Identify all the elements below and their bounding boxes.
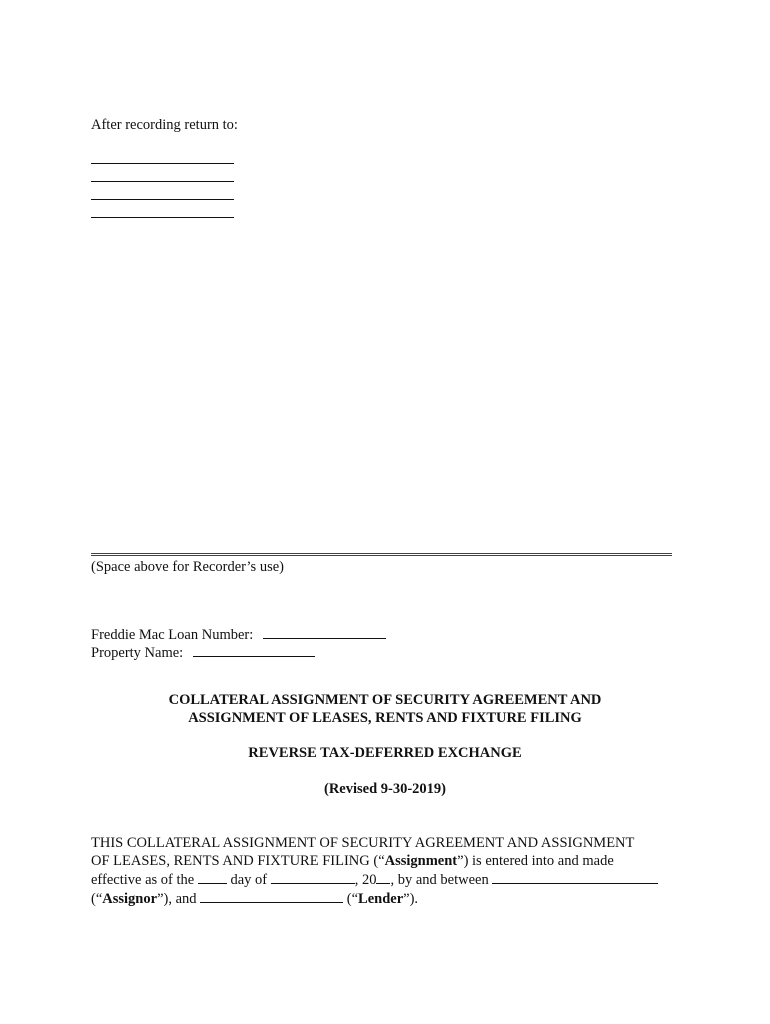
paragraph-line-3: effective as of the day of , 20 , by and between — [91, 870, 681, 889]
loan-number-row — [91, 625, 386, 644]
assignment-term: Assignment — [384, 853, 458, 869]
property-name-blank[interactable] — [193, 643, 315, 657]
subtitle: REVERSE TAX-DEFERRED EXCHANGE — [248, 745, 522, 761]
lender-name-blank[interactable] — [200, 889, 343, 903]
loan-number-label: Freddie Mac Loan Number: — [91, 627, 254, 643]
loan-number-blank[interactable] — [263, 625, 386, 639]
recorder-caption: (Space above for Recorder’s use) — [91, 559, 284, 575]
return-to-label: After recording return to: — [91, 117, 238, 133]
paragraph-line-2: OF LEASES, RENTS AND FIXTURE FILING (“Assignment”) is entered into and made — [91, 853, 614, 869]
assignor-name-blank[interactable] — [492, 870, 658, 884]
return-address-line-4[interactable] — [91, 217, 234, 218]
return-address-line-2[interactable] — [91, 181, 234, 182]
paragraph-line-4: (“Assignor”), and (“Lender”). — [91, 891, 419, 907]
return-address-line-3[interactable] — [91, 199, 234, 200]
title-line-2: ASSIGNMENT OF LEASES, RENTS AND FIXTURE FILING — [188, 710, 582, 726]
revised-date: (Revised 9-30-2019) — [323, 781, 447, 797]
opening-paragraph — [91, 834, 681, 908]
recorder-space-divider — [91, 553, 672, 556]
assignor-term: Assignor — [102, 891, 158, 907]
return-address-line-1[interactable] — [91, 163, 234, 164]
year-blank[interactable] — [376, 870, 390, 884]
property-name-row — [91, 643, 315, 662]
paragraph-line-1: THIS COLLATERAL ASSIGNMENT OF SECURITY AGREEMENT AND ASSIGNMENT — [91, 835, 635, 851]
day-blank[interactable] — [198, 870, 227, 884]
title-line-1: COLLATERAL ASSIGNMENT OF SECURITY AGREEMENT AND — [168, 692, 602, 708]
lender-term: Lender — [358, 891, 404, 907]
property-name-label: Property Name: — [91, 645, 184, 661]
month-blank[interactable] — [271, 870, 355, 884]
